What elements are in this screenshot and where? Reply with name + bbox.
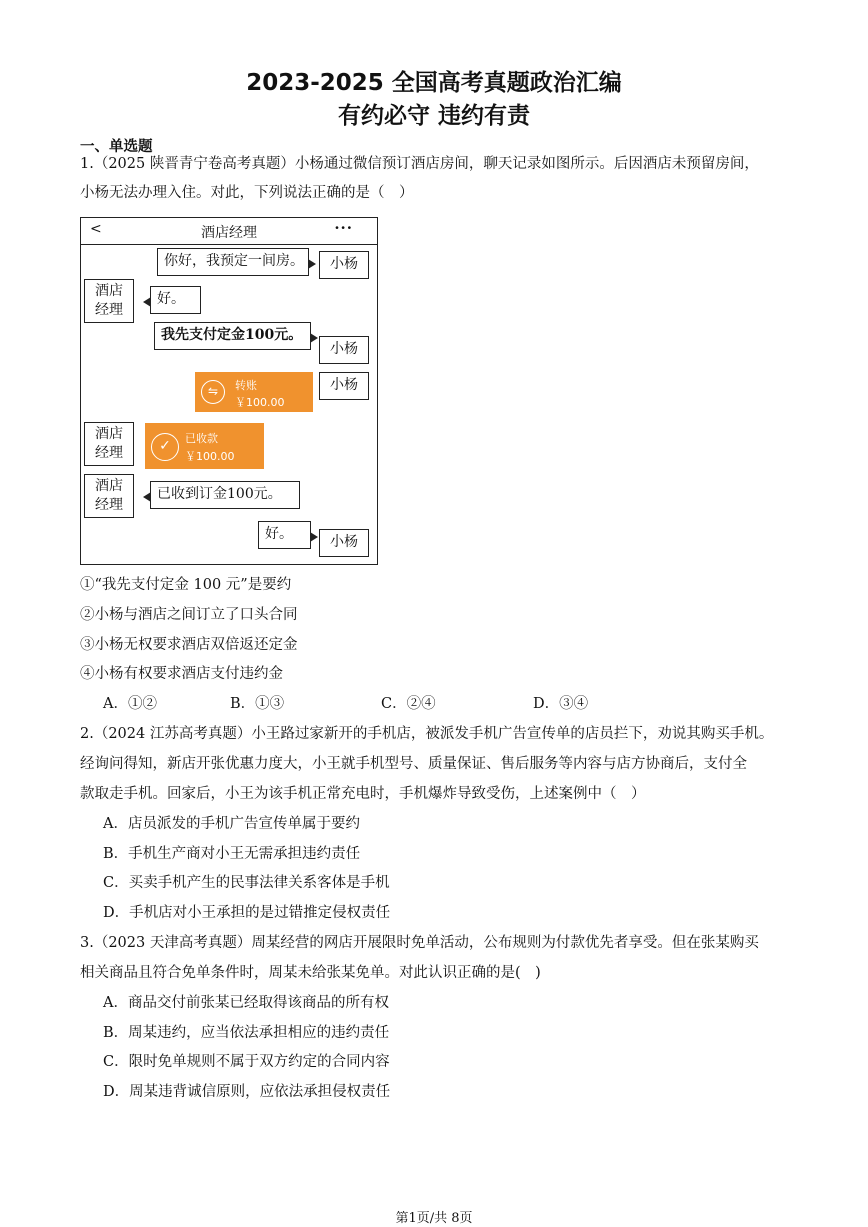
q1-option-a: A．①② (103, 696, 157, 712)
avatar-user: 小杨 (319, 251, 369, 279)
avatar-manager: 酒店 经理 (84, 279, 134, 323)
q2-stem-line-3: 款取走手机。回家后，小王为该手机正常充电时，手机爆炸导致受伤，上述案例中（ ） (80, 786, 646, 802)
q3-option-d: D．周某违背诚信原则，应依法承担侵权责任 (103, 1084, 391, 1100)
check-circle-icon: ✓ (151, 433, 179, 461)
q2-option-a: A．店员派发的手机广告宣传单属于要约 (103, 816, 360, 832)
q1-option-b: B．①③ (230, 696, 285, 712)
chat-bubble-user: 你好，我预定一间房。 (157, 248, 309, 276)
chat-header (81, 218, 377, 245)
chat-bubble-manager: 已收到订金100元。 (150, 481, 300, 509)
document-subtitle: 有约必守 违约有责 (337, 103, 530, 129)
q2-stem-line-1: 2.（2024 江苏高考真题）小王路过家新开的手机店，被派发手机广告宣传单的店员拦下，劝说其购买手机。 (80, 726, 774, 742)
avatar-manager: 酒店 经理 (84, 422, 134, 466)
page-footer: 第1页/共 8页 (395, 1211, 473, 1226)
q2-option-c: C．买卖手机产生的民事法律关系客体是手机 (103, 875, 390, 891)
q3-stem-line-2: 相关商品且符合免单条件时，周某未给张某免单。对此认识正确的是( ) (80, 965, 541, 981)
q1-statement: ②小杨与酒店之间订立了口头合同 (80, 607, 298, 623)
avatar-user: 小杨 (319, 529, 369, 557)
q3-option-c: C．限时免单规则不属于双方约定的合同内容 (103, 1054, 390, 1070)
q2-option-d: D．手机店对小王承担的是过错推定侵权责任 (103, 905, 391, 921)
q3-option-b: B．周某违约，应当依法承担相应的违约责任 (103, 1025, 390, 1041)
q3-stem-line-1: 3.（2023 天津高考真题）周某经营的网店开展限时免单活动，公布规则为付款优先者享受。但在张某购买 (80, 935, 759, 951)
received-amount: ￥100.00 (185, 450, 235, 463)
q1-option-c: C．②④ (381, 696, 436, 712)
section-heading: 一、单选题 (80, 138, 153, 155)
received-label: 已收款 (185, 432, 218, 445)
avatar-user: 小杨 (319, 336, 369, 364)
chat-bubble-user: 好。 (258, 521, 311, 549)
q1-statement: ④小杨有权要求酒店支付违约金 (80, 666, 283, 682)
q1-statement: ①“我先支付定金 100 元”是要约 (80, 577, 292, 593)
q2-stem-line-2: 经询问得知，新店开张优惠力度大，小王就手机型号、质量保证、售后服务等内容与店方协商后，支付全 (80, 756, 747, 772)
chat-bubble-manager: 好。 (150, 286, 201, 314)
q3-option-a: A．商品交付前张某已经取得该商品的所有权 (103, 995, 389, 1011)
chat-title: 酒店经理 (201, 225, 257, 241)
document-title: 2023-2025 全国高考真题政治汇编 (246, 70, 622, 96)
q1-stem-line-2: 小杨无法办理入住。对此，下列说法正确的是（ ） (80, 185, 414, 201)
more-icon: ··· (334, 219, 353, 237)
avatar-user: 小杨 (319, 372, 369, 400)
q1-option-d: D．③④ (533, 696, 589, 712)
q2-option-b: B．手机生产商对小王无需承担违约责任 (103, 846, 361, 862)
transfer-label: 转账 (235, 379, 257, 392)
avatar-manager: 酒店 经理 (84, 474, 134, 518)
q1-statement: ③小杨无权要求酒店双倍返还定金 (80, 637, 298, 653)
received-card (145, 423, 264, 469)
transfer-amount: ￥100.00 (235, 396, 285, 409)
chat-bubble-user: 我先支付定金100元。 (154, 322, 311, 350)
back-arrow-icon: < (90, 221, 102, 237)
chat-screenshot-figure (80, 217, 378, 565)
transfer-card (195, 372, 313, 412)
q1-stem-line-1: 1.（2025 陕晋青宁卷高考真题）小杨通过微信预订酒店房间，聊天记录如图所示。后因酒店未预留房间， (80, 156, 759, 172)
transfer-icon: ⇋ (201, 380, 225, 404)
